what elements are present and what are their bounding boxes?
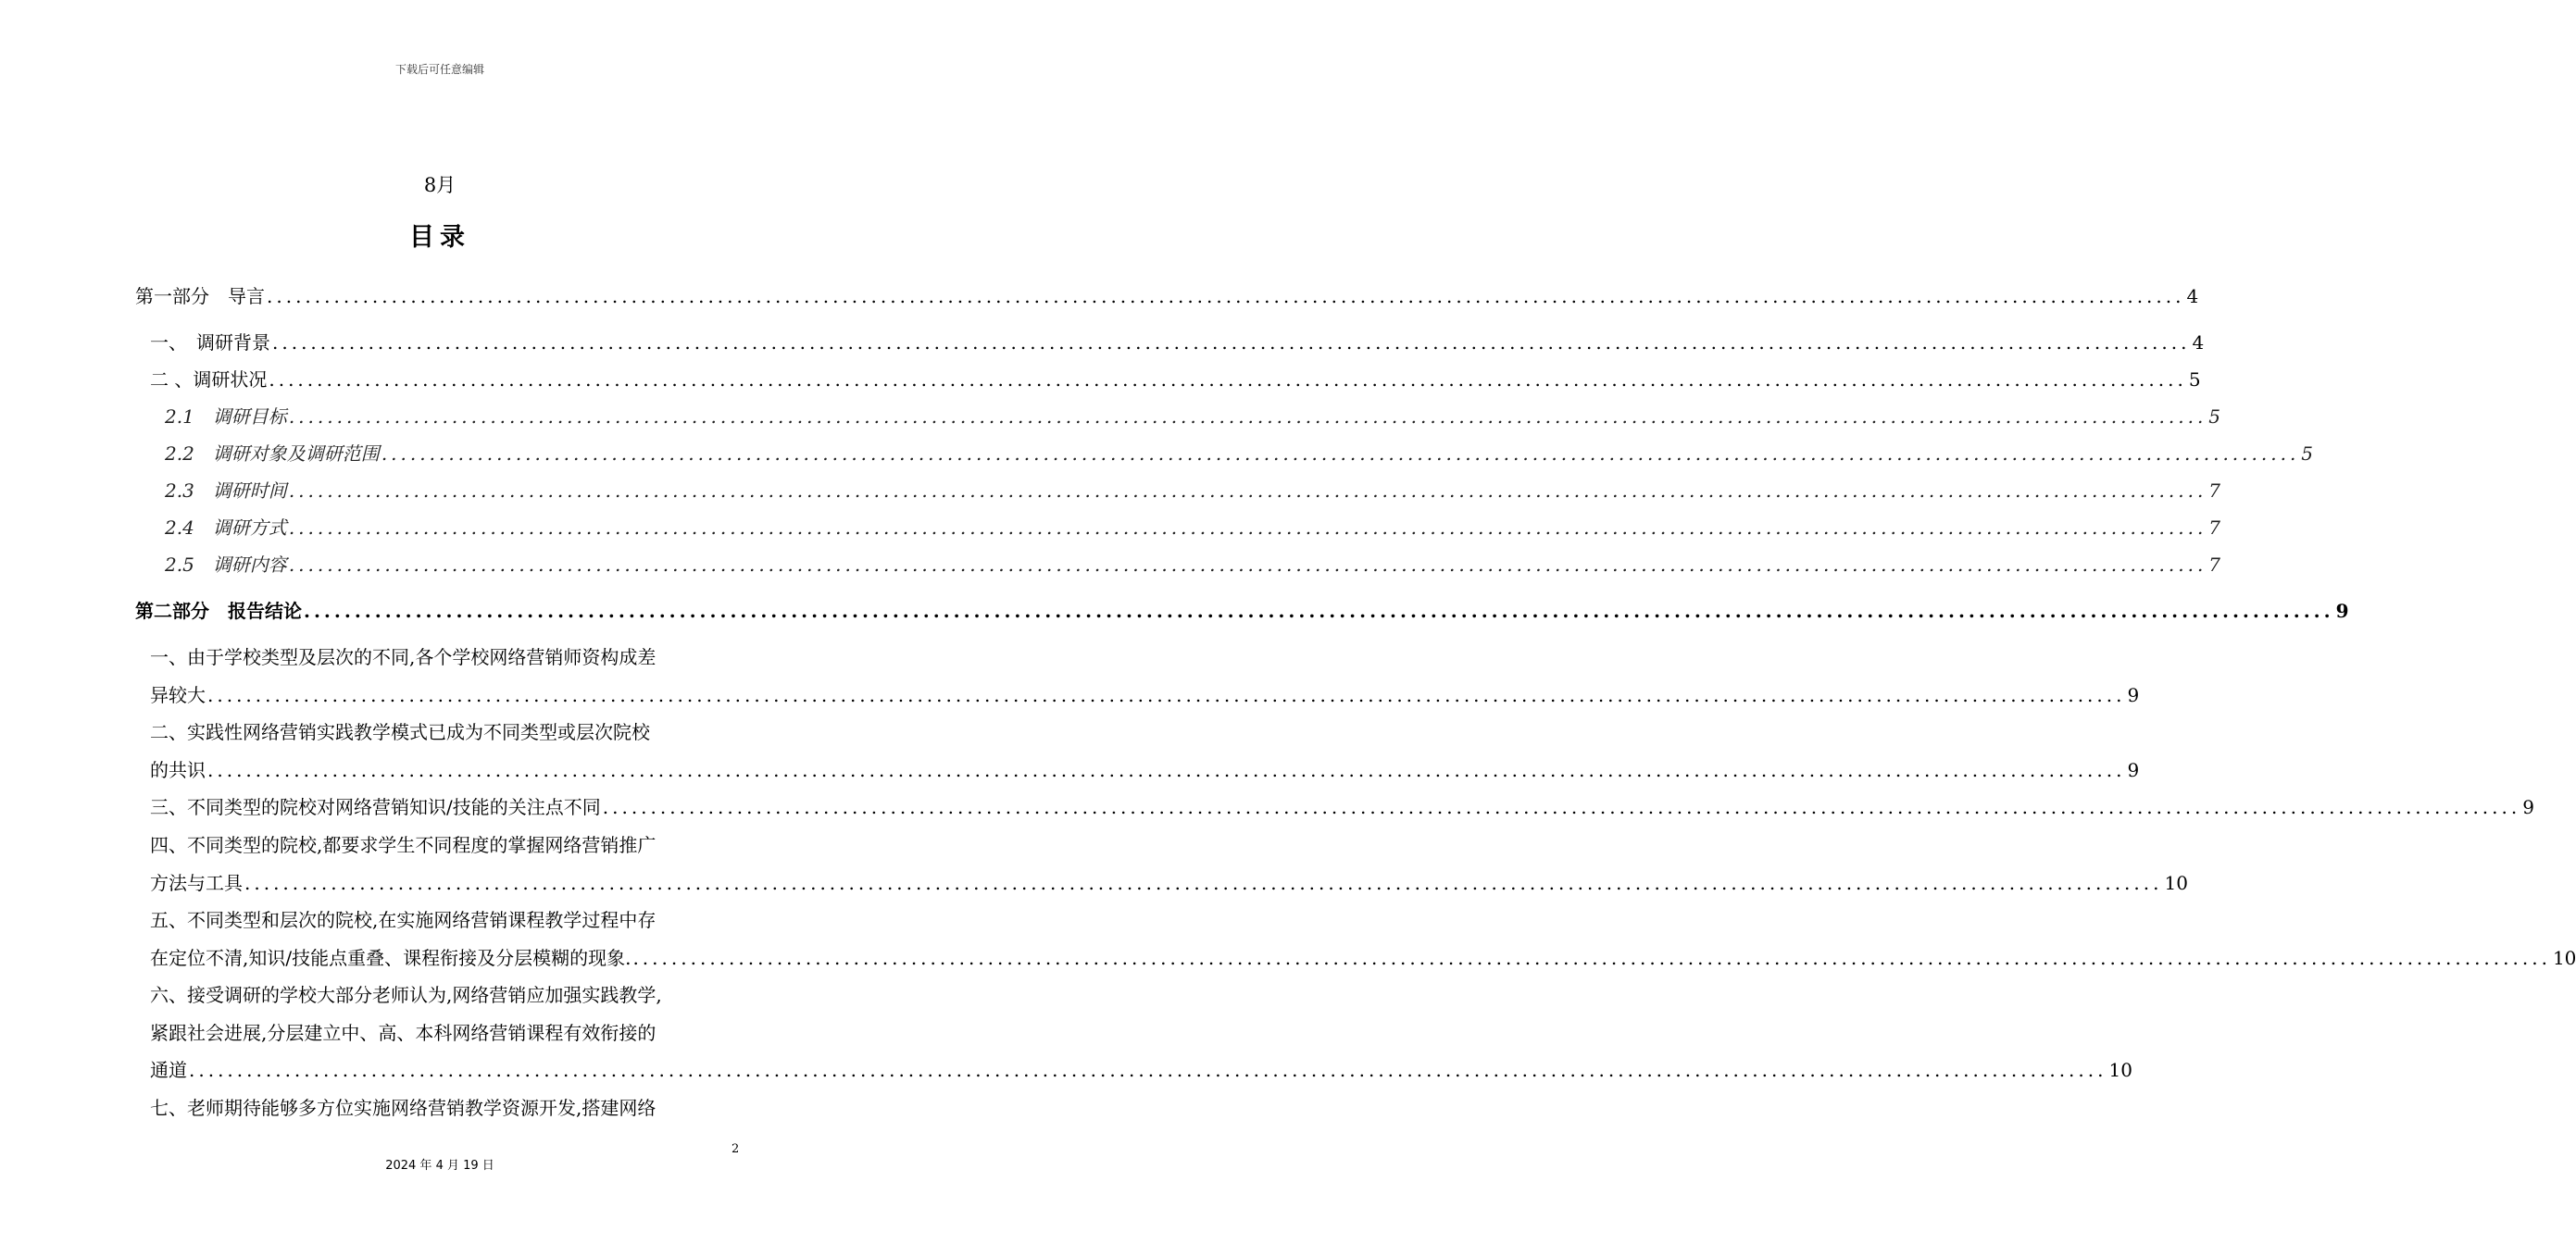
toc-entry-text: 七、老师期待能够多方位实施网络营销教学资源开发,搭建网络 [150, 1097, 657, 1119]
toc-entry-text: 六、接受调研的学校大部分老师认为,网络营销应加强实践教学, [150, 984, 662, 1006]
toc-entry-text: 2.5 调研内容 [165, 554, 287, 576]
toc-dot-leader: ........................................................................................................................................................................................................ [288, 479, 2207, 502]
toc-entry-text: 五、不同类型和层次的院校,在实施网络营销课程教学过程中存 [150, 909, 657, 931]
toc-page-number: 7 [2208, 516, 2221, 539]
toc-page-number: 4 [2186, 285, 2199, 307]
toc-dot-leader: ........................................................................................................................................................................................................ [267, 285, 2185, 307]
toc-entry-text: 一、由于学校类型及层次的不同,各个学校网络营销师资构成差 [150, 646, 657, 668]
toc-entry-text: 通道 [150, 1059, 187, 1081]
toc-page-number: 9 [2522, 796, 2534, 818]
toc-entry-text: 二、实践性网络营销实践教学模式已成为不同类型或层次院校 [150, 721, 650, 743]
toc-dot-leader: ........................................................................................................................................................................................................ [602, 796, 2521, 818]
toc-entry-text: 2.4 调研方式 [165, 516, 287, 539]
toc-entry-text: 2.3 调研时间 [165, 479, 287, 502]
toc-entry-text: 2.1 调研目标 [165, 405, 287, 428]
toc-page-number: 7 [2208, 554, 2221, 576]
toc-dot-leader: ........................................................................................................................................................................................................ [288, 554, 2207, 576]
toc-page-number: 9 [2127, 758, 2140, 781]
toc-entry-text: 异较大 [150, 683, 206, 706]
toc-entry-text: 第二部分 报告结论 [135, 600, 302, 622]
toc-dot-leader: ........................................................................................................................................................................................................ [207, 683, 2126, 706]
toc-entry-text: 方法与工具 [150, 871, 243, 894]
page-header: 下载后可任意编辑 [394, 63, 484, 76]
toc-page-number: 5 [2208, 405, 2221, 428]
toc-entry-text: 第一部分 导言 [135, 285, 265, 307]
toc-page-number: 10 [2164, 871, 2188, 894]
toc-dot-leader: ........................................................................................................................................................................................................ [288, 516, 2207, 539]
toc-dot-leader: ........................................................................................................................................................................................................ [632, 946, 2551, 969]
toc-entry-text: 2.2 调研对象及调研范围 [165, 442, 380, 465]
toc-dot-leader: ........................................................................................................................................................................................................ [381, 442, 2300, 465]
toc-dot-leader: ........................................................................................................................................................................................................ [272, 331, 2191, 354]
toc-entry-text: 在定位不清,知识/技能点重叠、课程衔接及分层模糊的现象. [150, 946, 631, 969]
toc-dot-leader: ........................................................................................................................................................................................................ [304, 600, 2334, 622]
toc-entry-text: 三、不同类型的院校对网络营销知识/技能的关注点不同 [150, 796, 601, 818]
toc-page-number: 10 [2108, 1059, 2132, 1081]
toc-entry-text: 四、不同类型的院校,都要求学生不同程度的掌握网络营销推广 [150, 834, 657, 856]
toc-dot-leader: ........................................................................................................................................................................................................ [244, 871, 2163, 894]
toc-dot-leader: ........................................................................................................................................................................................................ [288, 405, 2207, 428]
toc-dot-leader: ........................................................................................................................................................................................................ [189, 1059, 2107, 1081]
toc-page-number: 9 [2335, 600, 2349, 622]
toc-page-number: 4 [2192, 331, 2205, 354]
toc-page-number: 5 [2188, 368, 2201, 391]
toc-entry-text: 的共识 [150, 758, 206, 781]
toc-dot-leader: ........................................................................................................................................................................................................ [207, 758, 2126, 781]
toc-page-number: 5 [2301, 442, 2314, 465]
toc-entry-text: 二 、调研状况 [150, 368, 268, 391]
toc-page-number: 10 [2552, 946, 2576, 969]
page-number: 2 [732, 1142, 740, 1156]
month-heading: 8月 [423, 174, 456, 196]
toc-dot-leader: ........................................................................................................................................................................................................ [269, 368, 2187, 391]
toc-entry-text: 紧跟社会进展,分层建立中、高、本科网络营销课程有效衔接的 [150, 1021, 657, 1044]
toc-title: 目录 [409, 223, 470, 252]
toc-page-number: 9 [2127, 683, 2140, 706]
toc-page-number: 7 [2208, 479, 2221, 502]
toc-entry-text: 一、 调研背景 [150, 331, 270, 354]
footer-date: 2024 年 4 月 19 日 [385, 1159, 494, 1173]
